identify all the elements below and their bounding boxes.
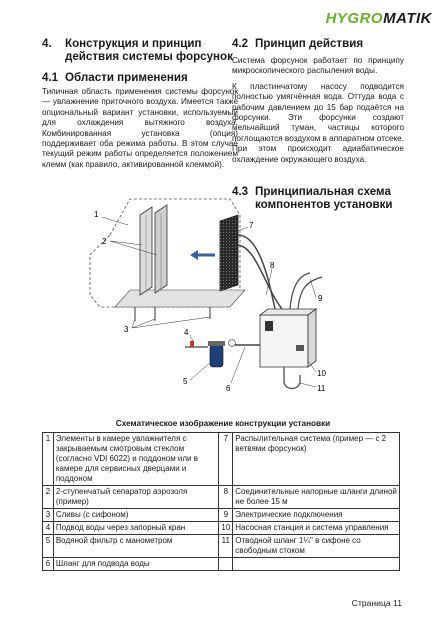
callout-11: 11 (317, 384, 326, 393)
page-number: Страница 11 (351, 598, 402, 608)
legend-text: Элементы в камере увлажнителя с закрываемым смотровым стеклом (согласно VDI 6022) и поддоном или в камере для сервисных дверцами и поддоном (53, 433, 219, 486)
legend-text: Соединительные напорные шланги длиной не более 15 м (233, 486, 400, 509)
legend-number: 9 (219, 509, 233, 522)
callout-3: 3 (124, 325, 129, 334)
legend-row (43, 433, 400, 486)
legend-number: 11 (219, 535, 233, 558)
right-column (232, 37, 404, 211)
legend-number: 8 (219, 486, 233, 509)
section-4-1-heading: 4.1 Области применения (42, 71, 188, 84)
legend-text: Шланг для подвода воды (53, 558, 219, 571)
diagram-caption: Схематическое изображение конструкции установки (115, 419, 331, 428)
legend-text (233, 558, 400, 571)
callout-10: 10 (317, 369, 326, 378)
legend-text: 2-ступенчатый сепаратор аэрозоля (пример) (53, 486, 219, 509)
callout-4: 4 (184, 328, 189, 337)
section-4-2-para1: Система форсунок работает по принципу микроскопического распыления воды. (232, 56, 404, 76)
section-4-1-text: Типичная область применения системы форсунок — увлажнение приточного воздуха. Имеется также опциональный вариант установки, используемый для охлаждения вытяжного воздуха. Комбинированная установка (опция) поддерживает оба режима работы. В этом случае текущий режим работы определяется положением клемм (как правило, активированной клеммой). (42, 87, 238, 169)
legend-text: Водяной фильтр с манометром (53, 535, 219, 558)
legend-row (43, 509, 400, 522)
legend-text: Сливы (с сифоном) (53, 509, 219, 522)
legend-number: 5 (43, 535, 54, 558)
legend-text: Распылительная система (пример — с 2 ветвями форсунок) (233, 433, 400, 486)
legend-number: 4 (43, 522, 54, 535)
installation-schematic (60, 195, 350, 417)
callout-2: 2 (102, 237, 107, 246)
legend-number (219, 558, 233, 571)
callout-1: 1 (94, 210, 99, 219)
legend-row (43, 486, 400, 509)
callout-8: 8 (270, 261, 275, 270)
legend-number: 7 (219, 433, 233, 486)
section-4-2-para2: К пластинчатому насосу подводится полностью умягчённая вода. Оттуда вода с рабочим давлением до 15 бар подаётся на форсунки. Эти форсунки создают мельчайший туман, частицы которого поглощаются воздухом в аппаратном отсеке. При этом происходит адиабатическое охлаждение окружающего воздуха. (232, 81, 404, 164)
legend-text: Насосная станция и система управления (233, 522, 400, 535)
callout-7: 7 (249, 221, 254, 230)
section-4-3-heading: 4.3 Принципиальная схема компонентов установки (232, 185, 393, 212)
left-column (42, 37, 238, 170)
section-4-2-heading: 4.2 Принцип действия (232, 37, 364, 50)
legend-number: 3 (43, 509, 54, 522)
legend-row (43, 522, 400, 535)
legend-number: 6 (43, 558, 54, 571)
legend-row (43, 558, 400, 571)
legend-table (42, 432, 400, 571)
legend-text: Отводной шланг 1¼" в сифоне со свободным стоком (233, 535, 400, 558)
callout-5: 5 (183, 377, 188, 386)
legend-text: Подвод воды через запорный кран (53, 522, 219, 535)
callout-6: 6 (226, 384, 231, 393)
callout-9: 9 (318, 294, 323, 303)
legend-text: Электрические подключения (233, 509, 400, 522)
legend-number: 2 (43, 486, 54, 509)
legend-number: 10 (219, 522, 233, 535)
legend-row (43, 535, 400, 558)
section-4-heading: 4. Конструкция и принцип действия системы форсунок (42, 37, 233, 63)
legend-number: 1 (43, 433, 54, 486)
hygromatik-logo: HYGROMATIK (325, 10, 432, 27)
